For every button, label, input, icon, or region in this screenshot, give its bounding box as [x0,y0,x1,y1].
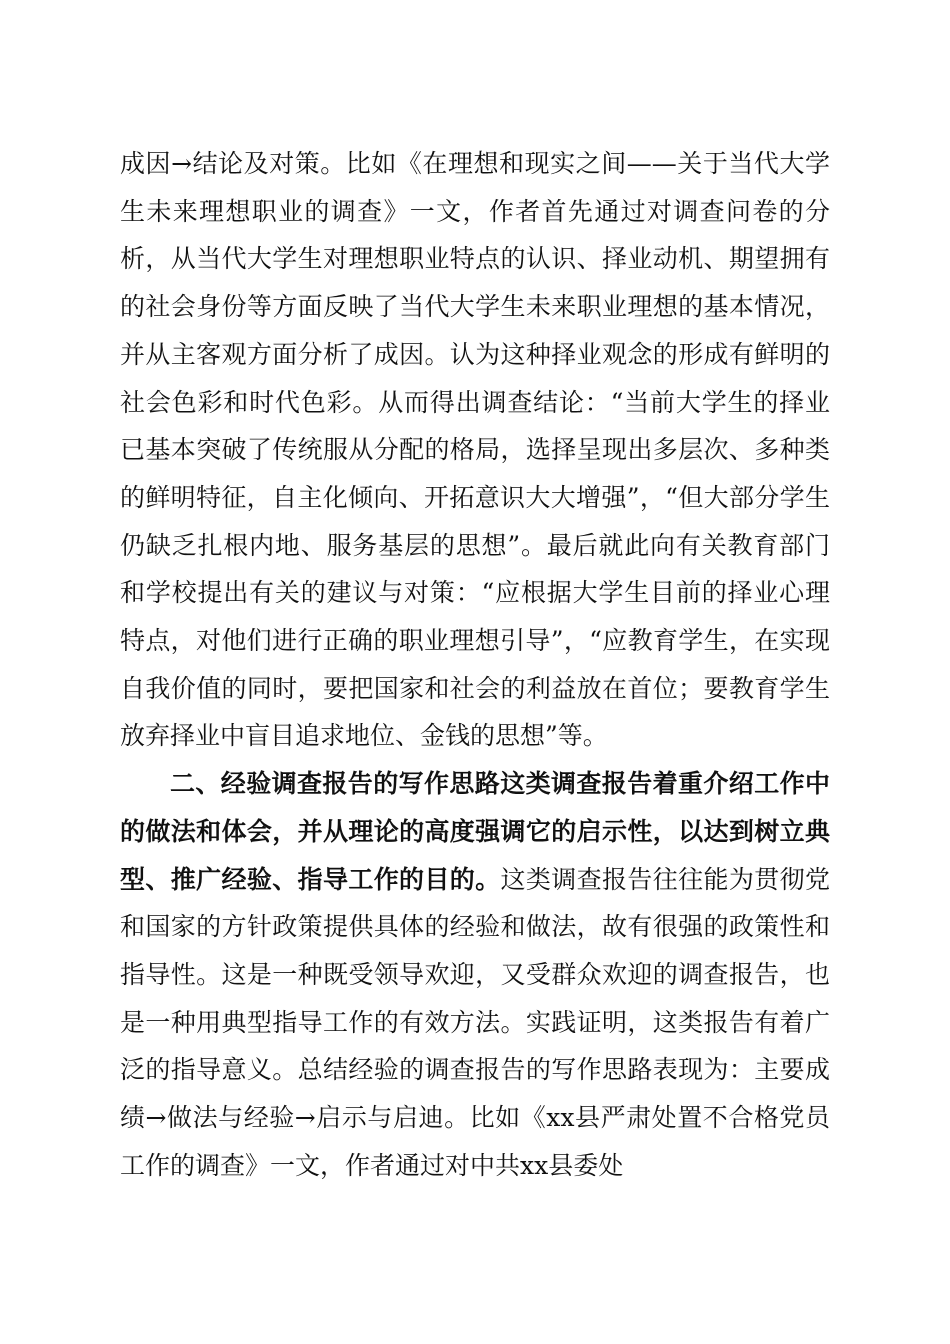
paragraph-experience-report-body: 这类调查报告往往能为贯彻党和国家的方针政策提供具体的经验和做法，故有很强的政策性和指导性。这是一种既受领导欢迎，又受群众欢迎的调查报告，也是一种用典型指导工作的有效方法。实践证明，这类报告有着广泛的指导意义。总结经验的调查报告的写作思路表现为：主要成绩→做法与经验→启示与启迪。比如《xx县严肃处置不合格党员工作的调查》一文，作者通过对中共xx县委处 [120,864,830,1180]
section-heading-experience-report: 二、经验调查报告的写作思路这类调查报告着重介绍工作中的做法和体会，并从理论的高度强调它的启示性，以达到树立典型、推广经验、指导工作的目的。 [120,769,830,894]
document-body [120,140,830,1189]
paragraph-survey-example: 成因→结论及对策。比如《在理想和现实之间——关于当代大学生未来理想职业的调查》一文，作者首先通过对调查问卷的分析，从当代大学生对理想职业特点的认识、择业动机、期望拥有的社会身份等方面反映了当代大学生未来职业理想的基本情况，并从主客观方面分析了成因。认为这种择业观念的形成有鲜明的社会色彩和时代色彩。从而得出调查结论：“当前大学生的择业已基本突破了传统服从分配的格局，选择呈现出多层次、多种类的鲜明特征，自主化倾向、开拓意识大大增强”，“但大部分学生仍缺乏扎根内地、服务基层的思想”。最后就此向有关教育部门和学校提出有关的建议与对策：“应根据大学生目前的择业心理特点，对他们进行正确的职业理想引导”，“应教育学生，在实现自我价值的同时，要把国家和社会的利益放在首位；要教育学生放弃择业中盲目追求地位、金钱的思想”等。 [120,149,830,751]
paragraph-experience-report [120,760,830,1189]
